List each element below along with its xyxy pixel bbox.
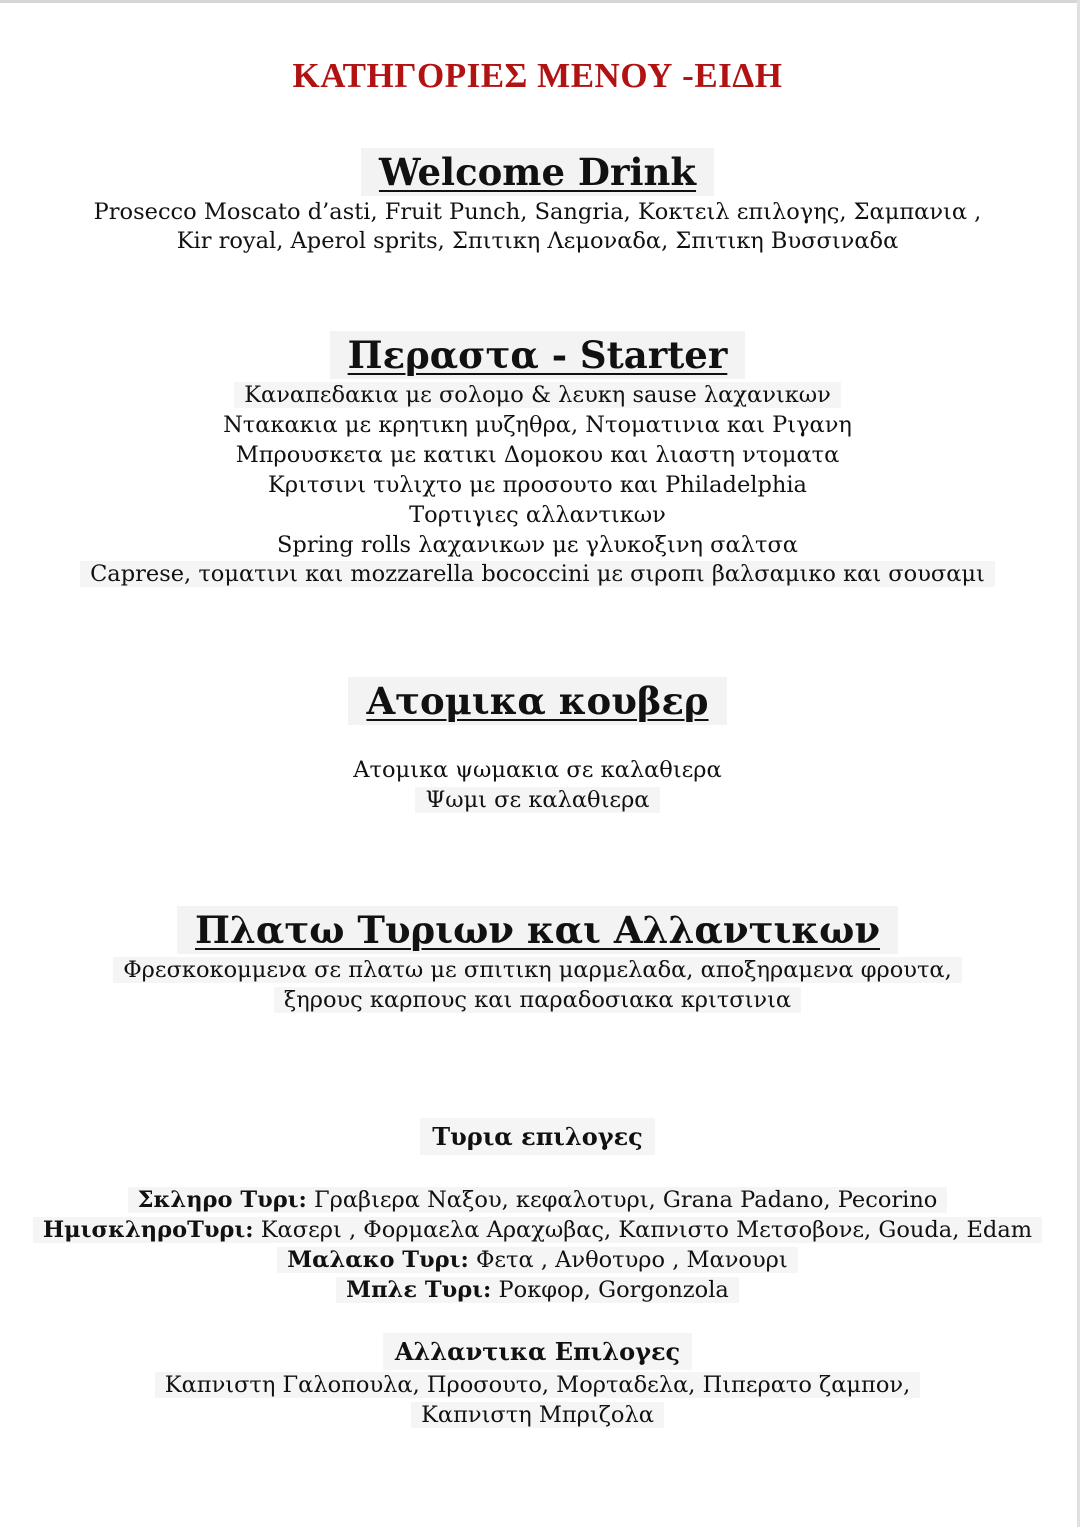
starter-line-text: Κριτσινι τυλιχτο με προσουτο και Philadelphia <box>268 472 807 498</box>
platter-line <box>0 955 1075 985</box>
document-title: ΚΑΤΗΓΟΡΙΕΣ ΜΕΝΟΥ -ΕΙΔΗ <box>292 56 783 95</box>
couvert-line <box>0 755 1075 785</box>
welcome-drink-heading <box>0 150 1075 194</box>
cheese-item-label: Σκληρο Τυρι: <box>137 1187 307 1213</box>
starter-line <box>0 500 1075 530</box>
cheese-item-value: Κασερι , Φορμαελα Αραχωβας, Καπνιστο Μετσοβονε, Gouda, Edam <box>253 1217 1033 1243</box>
platter-line <box>0 985 1075 1015</box>
cheese-item-label: ΗμισκληροΤυρι: <box>42 1217 254 1243</box>
cured-meats-line-text: Καπνιστη Γαλοπουλα, Προσουτο, Μορταδελα, Πιπερατο ζαμπον, <box>155 1372 920 1398</box>
starter-line-text: Spring rolls λαχανικων με γλυκοξινη σαλτσα <box>277 532 798 558</box>
cheese-item-text <box>336 1277 739 1303</box>
platter-line-text: Φρεσκοκομμενα σε πλατω με σπιτικη μαρμελαδα, αποξηραμενα φρουτα, <box>113 957 962 983</box>
cheese-item-value: Γραβιερα Ναξου, κεφαλοτυρι, Grana Padano, Pecorino <box>306 1187 938 1213</box>
cheese-item <box>0 1185 1075 1215</box>
platter-heading <box>0 908 1075 952</box>
starter-line-text: Μπρουσκετα με κατικι Δομοκου και λιαστη ντοματα <box>235 442 840 468</box>
cheese-heading-text: Τυρια επιλογες <box>420 1118 655 1155</box>
cheese-item-text <box>277 1247 797 1273</box>
platter-heading-text: Πλατω Τυριων και Αλλαντικων <box>177 906 898 954</box>
cured-meats-line <box>0 1400 1075 1430</box>
welcome-drink-line-text: Prosecco Moscato d’asti, Fruit Punch, Sangria, Κοκτειλ επιλογης, Σαμπανια , <box>93 199 982 225</box>
cheese-item-text <box>33 1217 1042 1243</box>
couvert-line-text: Ψωμι σε καλαθιερα <box>415 787 659 813</box>
welcome-drink-line <box>0 197 1075 227</box>
cheese-item-text <box>128 1187 948 1213</box>
starter-line <box>0 410 1075 440</box>
cheese-item <box>0 1245 1075 1275</box>
couvert-line-text: Ατομικα ψωμακια σε καλαθιερα <box>353 757 722 783</box>
couvert-heading <box>0 679 1075 723</box>
cured-meats-line-text: Καπνιστη Μπριζολα <box>411 1402 664 1428</box>
cheese-item-label: Μπλε Τυρι: <box>346 1277 492 1303</box>
starter-heading <box>0 333 1075 377</box>
couvert-line <box>0 785 1075 815</box>
cheese-item-value: Φετα , Ανθοτυρο , Μανουρι <box>468 1247 788 1273</box>
starter-line-text: Καναπεδακια με σολομο & λευκη sause λαχανικων <box>234 382 841 408</box>
starter-line-text: Ντακακια με κρητικη μυζηθρα, Ντοματινια και Ριγανη <box>223 412 852 438</box>
cheese-item-value: Ροκφορ, Gorgonzola <box>491 1277 729 1303</box>
starter-line-text: Τορτιγιες αλλαντικων <box>409 502 666 528</box>
cheese-item-label: Μαλακο Τυρι: <box>287 1247 469 1273</box>
couvert-heading-text: Ατομικα κουβερ <box>348 677 726 725</box>
starter-line <box>0 530 1075 560</box>
starter-line <box>0 470 1075 500</box>
welcome-drink-line <box>0 226 1075 256</box>
starter-line-text: Caprese, τοματινι και mozzarella bococcini με σιροπι βαλσαμικο και σουσαμι <box>80 561 995 587</box>
cheese-heading <box>0 1122 1075 1151</box>
cheese-item <box>0 1215 1075 1245</box>
cured-meats-line <box>0 1370 1075 1400</box>
cured-meats-heading-text: Αλλαντικα Επιλογες <box>383 1333 692 1370</box>
platter-line-text: ξηρους καρπους και παραδοσιακα κριτσινια <box>274 987 801 1013</box>
cured-meats-heading <box>0 1337 1075 1366</box>
starter-line <box>0 559 1075 589</box>
welcome-drink-heading-text: Welcome Drink <box>361 148 714 196</box>
welcome-drink-line-text: Kir royal, Aperol sprits, Σπιτικη Λεμοναδα, Σπιτικη Βυσσιναδα <box>176 228 899 254</box>
starter-heading-text: Περαστα - Starter <box>330 331 746 379</box>
starter-line <box>0 440 1075 470</box>
starter-line <box>0 380 1075 410</box>
cheese-item <box>0 1275 1075 1305</box>
